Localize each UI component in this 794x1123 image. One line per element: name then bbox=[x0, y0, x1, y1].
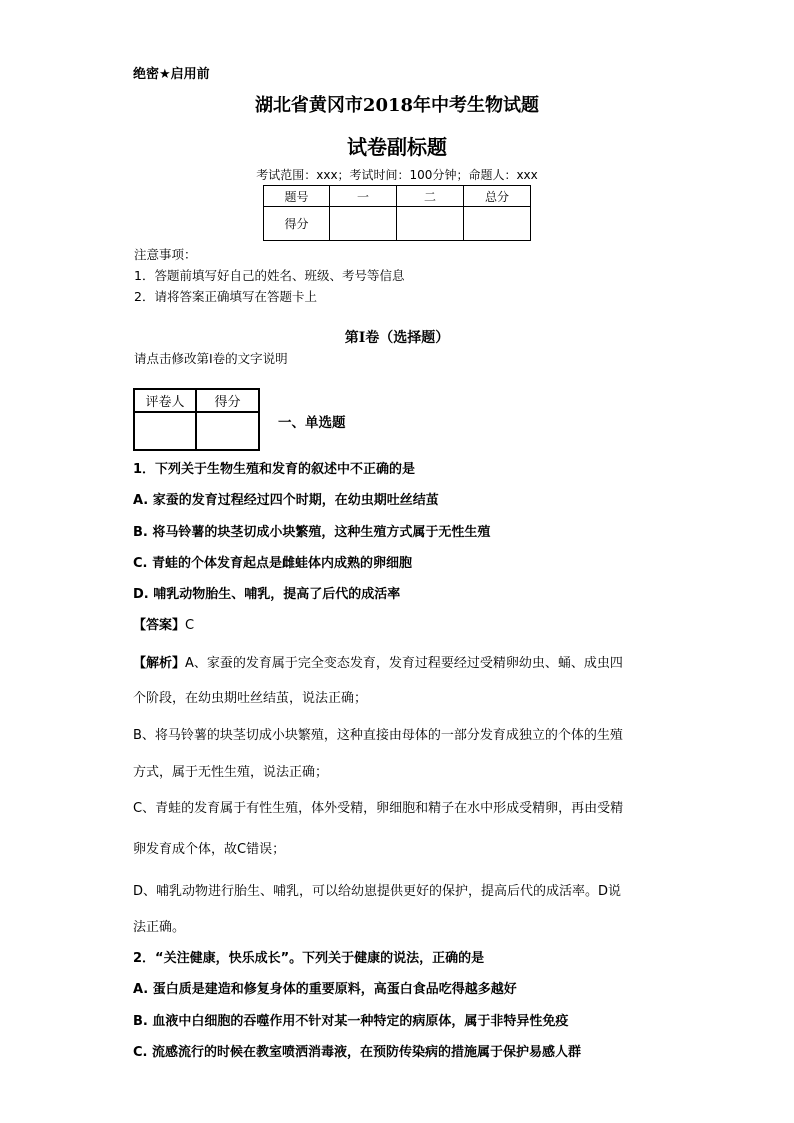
score-cell bbox=[397, 207, 464, 241]
volume-title: 第I卷（选择题） bbox=[344, 330, 450, 346]
analysis-line bbox=[133, 652, 623, 671]
notes-title: 注意事项： bbox=[134, 247, 197, 262]
analysis-line: D、哺乳动物进行胎生、哺乳，可以给幼崽提供更好的保护，提高后代的成活率。D说 bbox=[133, 884, 622, 899]
grader-table bbox=[133, 388, 260, 451]
section-title: 一、单选题 bbox=[278, 415, 346, 431]
question-option: A. 家蚕的发育过程经过四个时期，在幼虫期吐丝结茧 bbox=[133, 493, 439, 508]
confidential-mark: 绝密★启用前 bbox=[133, 67, 210, 82]
score-header-cell: 一 bbox=[330, 186, 397, 207]
analysis-line: 卵发育成个体，故C错误； bbox=[133, 842, 286, 857]
question-option: D. 哺乳动物胎生、哺乳，提高了后代的成活率 bbox=[133, 587, 401, 602]
exam-info: 考试范围：xxx；考试时间：100分钟；命题人：xxx bbox=[256, 168, 538, 182]
answer-value: C bbox=[185, 618, 195, 633]
analysis-text: A、家蚕的发育属于完全变态发育，发育过程要经过受精卵幼虫、蛹、成虫四 bbox=[185, 656, 623, 671]
score-cell bbox=[330, 207, 397, 241]
question-option: A. 蛋白质是建造和修复身体的重要原料，高蛋白食品吃得越多越好 bbox=[133, 982, 517, 997]
score-table bbox=[263, 185, 531, 241]
question-option: C. 流感流行的时候在教室喷洒消毒液，在预防传染病的措施属于保护易感人群 bbox=[133, 1045, 582, 1060]
analysis-line: 个阶段，在幼虫期吐丝结茧，说法正确； bbox=[133, 691, 368, 706]
score-header-cell: 总分 bbox=[464, 186, 531, 207]
exam-title: 湖北省黄冈市2018年中考生物试题 bbox=[254, 95, 540, 116]
question-stem: 2．“关注健康，快乐成长”。下列关于健康的说法，正确的是 bbox=[133, 951, 485, 966]
grader-header-cell: 评卷人 bbox=[134, 389, 196, 412]
question-option: B. 血液中白细胞的吞噬作用不针对某一种特定的病原体，属于非特异性免疫 bbox=[133, 1014, 569, 1029]
question-option: C. 青蛙的个体发育起点是雌蛙体内成熟的卵细胞 bbox=[133, 556, 413, 571]
question-option: B. 将马铃薯的块茎切成小块繁殖，这种生殖方式属于无性生殖 bbox=[133, 525, 491, 540]
analysis-line: B、将马铃薯的块茎切成小块繁殖，这种直接由母体的一部分发育成独立的个体的生殖 bbox=[133, 728, 623, 743]
score-cell bbox=[464, 207, 531, 241]
exam-subtitle: 试卷副标题 bbox=[347, 135, 447, 159]
score-header-cell: 二 bbox=[397, 186, 464, 207]
volume-description: 请点击修改第I卷的文字说明 bbox=[134, 351, 288, 366]
note-item: 1．答题前填写好自己的姓名、班级、考号等信息 bbox=[134, 268, 405, 283]
analysis-label: 【解析】 bbox=[133, 656, 186, 671]
grader-cell bbox=[134, 412, 196, 450]
answer-line bbox=[133, 614, 194, 633]
answer-label: 【答案】 bbox=[133, 618, 186, 633]
question-stem: 1．下列关于生物生殖和发育的叙述中不正确的是 bbox=[133, 462, 416, 477]
analysis-line: 法正确。 bbox=[133, 920, 186, 935]
score-header-cell: 题号 bbox=[264, 186, 330, 207]
grader-cell bbox=[196, 412, 259, 450]
grader-header-cell: 得分 bbox=[196, 389, 259, 412]
analysis-line: 方式，属于无性生殖，说法正确； bbox=[133, 765, 329, 780]
score-row-label: 得分 bbox=[264, 207, 330, 241]
note-item: 2．请将答案正确填写在答题卡上 bbox=[134, 289, 317, 304]
analysis-line: C、青蛙的发育属于有性生殖，体外受精，卵细胞和精子在水中形成受精卵，再由受精 bbox=[133, 801, 624, 816]
